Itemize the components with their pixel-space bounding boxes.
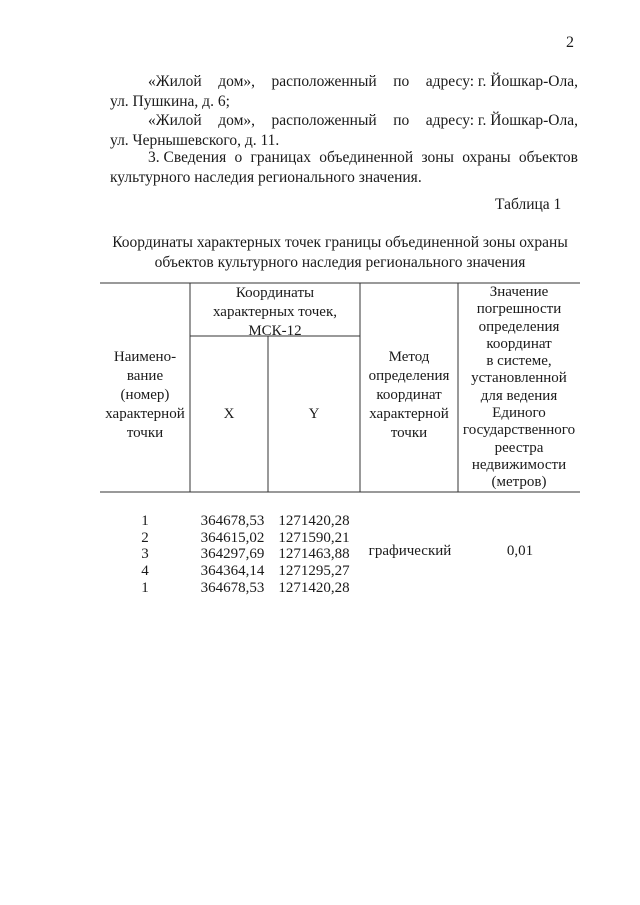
table-row-2-n: 2 — [141, 530, 149, 546]
header-method: Метод определения координат характерной точки — [368, 349, 450, 441]
page-number: 2 — [566, 34, 574, 51]
header-coords: Координаты характерных точек, МСК-12 — [213, 285, 337, 339]
table-row-4-x: 364364,14 — [200, 563, 265, 579]
section-3-line1: 3. Сведения о границах объединенной зоны охраны объектов — [148, 149, 578, 166]
section-3: 3. Сведения о границах объединенной зоны охраны объектов культурного наследия регионального значения. — [110, 149, 578, 186]
table-label: Таблица 1 — [495, 196, 562, 213]
table-row-2-x: 364615,02 — [200, 530, 265, 546]
header-x: X — [223, 406, 235, 422]
table-row-4-y: 1271295,27 — [278, 563, 350, 579]
method-value: графический — [368, 543, 452, 559]
header-y: Y — [308, 406, 320, 422]
table-row-2-y: 1271590,21 — [278, 530, 350, 546]
table-title: Координаты характерных точек границы объединенной зоны охраны объектов культурного наследия регионального значения — [112, 234, 568, 271]
table-row-1-y: 1271420,28 — [278, 513, 350, 529]
header-name: Наимено- вание (номер) характерной точки — [105, 349, 185, 441]
table-row-3-n: 3 — [141, 546, 149, 562]
table-row-1-x: 364678,53 — [200, 513, 265, 529]
table-row-4-n: 4 — [141, 563, 149, 579]
table-row-5-x: 364678,53 — [200, 580, 265, 596]
address-item-2: «Жилой дом», расположенный по адресу: г. Йошкар-Ола, ул. Чернышевского, д. 11. — [110, 112, 578, 149]
table-row-1-n: 1 — [141, 513, 149, 529]
table-row-3-y: 1271463,88 — [278, 546, 350, 562]
table-row-5-y: 1271420,28 — [278, 580, 350, 596]
table-row-3-x: 364297,69 — [200, 546, 265, 562]
address-item-1: «Жилой дом», расположенный по адресу: г. Йошкар-Ола, ул. Пушкина, д. 6; — [110, 73, 578, 110]
error-value: 0,01 — [506, 543, 534, 559]
address-item-1-line1: «Жилой дом», расположенный по адресу: г. Йошкар-Ола, — [148, 73, 578, 90]
header-error: Значение погрешности определения координат в системе, установленной для ведения Единого государственного реестра недвижимости (метров) — [462, 284, 576, 491]
table-row-5-n: 1 — [141, 580, 149, 596]
address-item-2-line1: «Жилой дом», расположенный по адресу: г. Йошкар-Ола, — [148, 112, 578, 129]
